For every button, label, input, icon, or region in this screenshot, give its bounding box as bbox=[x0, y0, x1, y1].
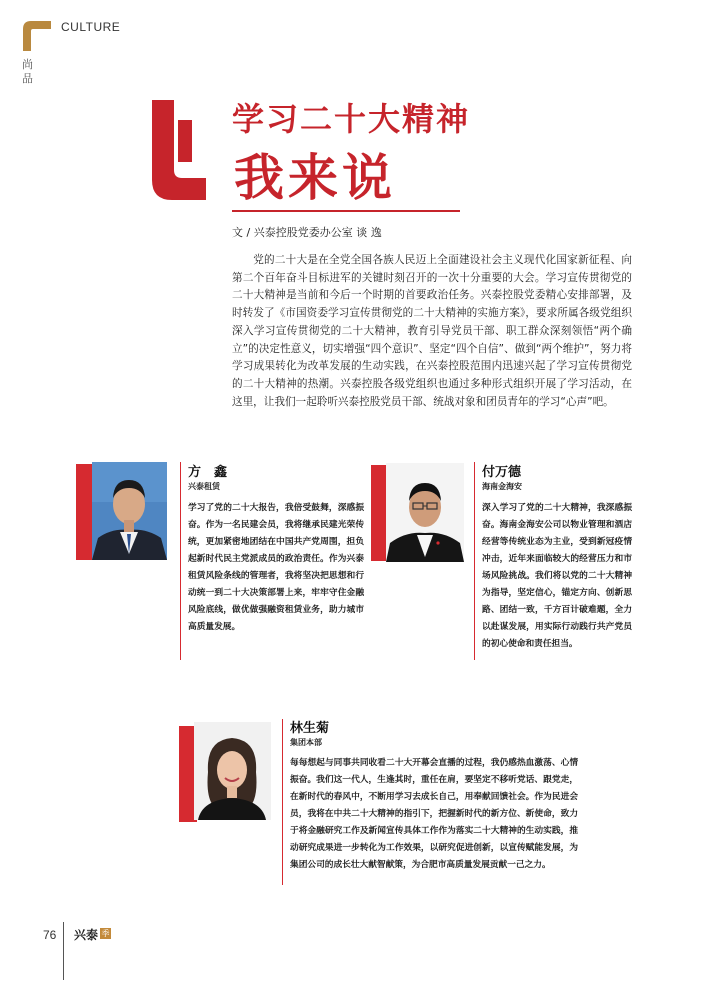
profile-quote-text: 深入学习了党的二十大精神，我深感振奋。海南金海安公司以物业管理和酒店经营等传统业态为主业，受到新冠疫情冲击，近年来面临较大的经营压力和市场风险挑战。我们将以党的二十大精神为指导，坚定信心，锚定方向、创新思路、团结一致，千方百计破难题，全力以赴谋发展，用实际行动践行共产党员的初心使命和责任担当。 bbox=[482, 503, 632, 649]
corner-bracket-icon bbox=[23, 21, 51, 51]
footer-divider bbox=[63, 922, 64, 980]
profile-quote bbox=[188, 500, 364, 636]
profile-quote bbox=[482, 500, 632, 653]
column-label: 尚品 bbox=[22, 58, 33, 85]
portrait-photo bbox=[194, 722, 271, 820]
section-label: CULTURE bbox=[61, 20, 121, 34]
profile-quote-text: 学习了党的二十大报告，我倍受鼓舞，深感振奋。作为一名民建会员，我将继承民建光荣传统，更加紧密地团结在中国共产党周围，担负起新时代民主党派成员的政治责任。作为兴泰租赁风险条线的管理者，我将坚决把思想和行动统一到二十大决策部署上来，牢牢守住金融风险底线，做优做强融资租赁业务，助力城市高质量发展。 bbox=[188, 503, 364, 632]
portrait-photo bbox=[92, 462, 167, 560]
profile-dept: 兴泰租赁 bbox=[188, 482, 220, 491]
profile-dept: 集团本部 bbox=[290, 738, 322, 747]
profile-quote-text: 每每想起与同事共同收看二十大开幕会直播的过程，我仍感热血激荡、心情振奋。我们这一代人，生逢其时，重任在肩，要坚定不移听党话、跟党走，在新时代的春风中，不断用学习去成长自己，用奉献回馈社会。作为民进会员，我将在中共二十大精神的指引下，把握新时代的新方位、新使命，致力于将金融研究工作及新闻宣传具体工作作为落实二十大精神的生动实践，推动研究成果进一步转化为工作效果，以研究促进创新，以宣传赋能发展，为集团公司的成长壮大献智献策，为合肥市高质量发展贡献一己之力。 bbox=[290, 758, 578, 870]
brand-badge-icon: 季 bbox=[101, 929, 110, 938]
title-divider bbox=[232, 210, 460, 212]
profile-divider bbox=[180, 462, 181, 660]
portrait-photo bbox=[386, 463, 464, 562]
profile-quote bbox=[290, 755, 578, 874]
profile-name: 林生菊 bbox=[290, 721, 330, 736]
profile-divider bbox=[474, 462, 475, 660]
intro-text: 党的二十大是在全党全国各族人民迈上全面建设社会主义现代化国家新征程、向第二个百年奋斗目标进军的关键时刻召开的一次十分重要的大会。学习宣传贯彻党的二十大精神是当前和今后一个时期的首要政治任务。兴泰控股党委精心安排部署，及时转发了《市国资委学习宣传贯彻党的二十大精神的实施方案》，要求所属各级党组织深入学习宣传贯彻党的二十大精神，教育引导党员干部、职工群众深刻领悟“两个确立”的决定性意义，切实增强“四个意识”、坚定“四个自信”、做到“两个维护”，努力将学习成果转化为改革发展的生动实践，在兴泰控股范围内迅速兴起了学习宣传贯彻党的二十大精神的热潮。兴泰控股各级党组织也通过多种形式组织开展了学习活动，在这里，让我们一起聆听兴泰控股党员干部、统战对象和团员青年的学习“心声”吧。 bbox=[232, 254, 632, 408]
intro-paragraph bbox=[232, 252, 632, 411]
page-number: 76 bbox=[43, 928, 57, 942]
profile-name: 方 鑫 bbox=[188, 465, 228, 480]
profile-dept: 海南金海安 bbox=[482, 482, 522, 491]
profile-name: 付万德 bbox=[482, 465, 522, 480]
magazine-brand: 兴泰 bbox=[74, 928, 99, 942]
byline: 文 / 兴泰控股党委办公室 谈 逸 bbox=[232, 226, 382, 239]
page-title: 学习二十大精神 bbox=[232, 100, 471, 138]
page-subtitle: 我来说 bbox=[234, 148, 396, 207]
title-hook-decoration bbox=[152, 100, 206, 200]
profile-divider bbox=[282, 719, 283, 885]
